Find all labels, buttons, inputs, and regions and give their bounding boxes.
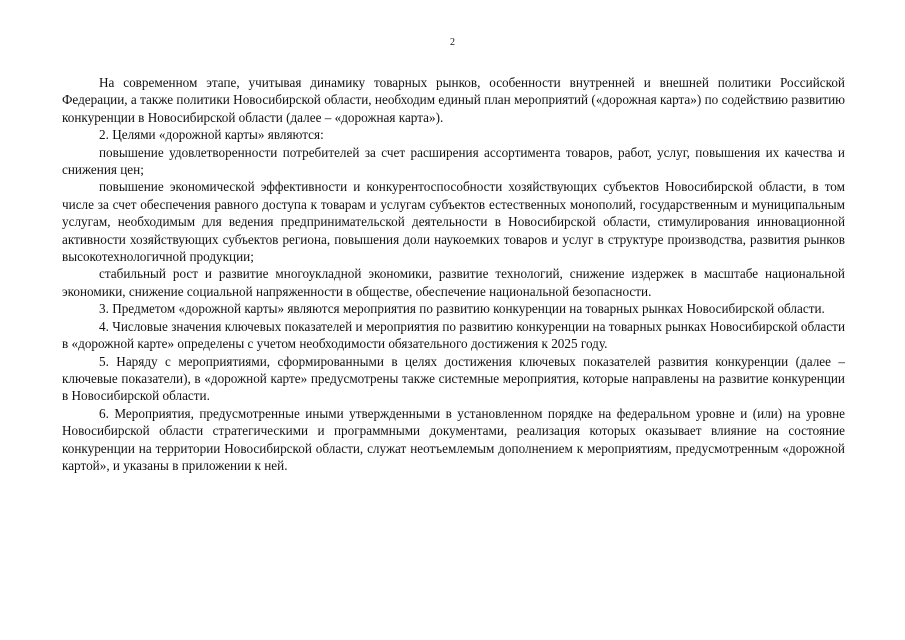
paragraph-other-measures: 6. Мероприятия, предусмотренные иными утвержденными в установленном порядке на федеральном уровне и (или) на уровне Новосибирской области стратегическими и программными документами, реализация которых оказывает влияние на состояние конкуренции на территории Новосибирской области, служат неотъемлемым дополнением к мероприятиям, предусмотренным «дорожной картой», и указаны в приложении к ней. (62, 405, 845, 473)
paragraph-indicators: 4. Числовые значения ключевых показателей и мероприятия по развитию конкуренции на товарных рынках Новосибирской области в «дорожной карте» определены с учетом необходимости обязательного достижения к 2025 году. (62, 318, 845, 352)
page-number: 2 (450, 37, 455, 48)
paragraph-goals-heading: 2. Целями «дорожной карты» являются: (99, 127, 324, 143)
paragraph-goal-efficiency: повышение экономической эффективности и конкурентоспособности хозяйствующих субъектов Новосибирской области, в том числе за счет обеспечения равного доступа к товарам и услугам субъектов естественных монополий, государственным и муниципальным услугам, необходимым для ведения предпринимательской деятельности в Новосибирской области, стимулирования инновационной активности хозяйствующих субъектов региона, повышения доли наукоемких товаров и услуг в структуре производства, развития рынков высокотехнологичной продукции; (62, 179, 845, 265)
paragraph-subject: 3. Предметом «дорожной карты» являются мероприятия по развитию конкуренции на товарных рынках Новосибирской области. (99, 301, 825, 317)
paragraph-intro: На современном этапе, учитывая динамику товарных рынков, особенности внутренней и внешней политики Российской Федерации, а также политики Новосибирской области, необходим единый план мероприятий («дорожная карта») по содействию развитию конкуренции в Новосибирской области (далее – «дорожная карта»). (62, 75, 845, 125)
paragraph-goal-consumers: повышение удовлетворенности потребителей за счет расширения ассортимента товаров, работ, услуг, повышения их качества и снижения цен; (62, 144, 845, 178)
document-body (62, 74, 845, 474)
paragraph-system-measures: 5. Наряду с мероприятиями, сформированными в целях достижения ключевых показателей развития конкуренции (далее – ключевые показатели), в «дорожной карте» предусмотрены также системные мероприятия, которые направлены на развитие конкуренции в Новосибирской области. (62, 353, 845, 404)
paragraph-goal-growth: стабильный рост и развитие многоукладной экономики, развитие технологий, снижение издержек в масштабе национальной экономики, снижение социальной напряженности в обществе, обеспечение национальной безопасности. (62, 266, 845, 299)
